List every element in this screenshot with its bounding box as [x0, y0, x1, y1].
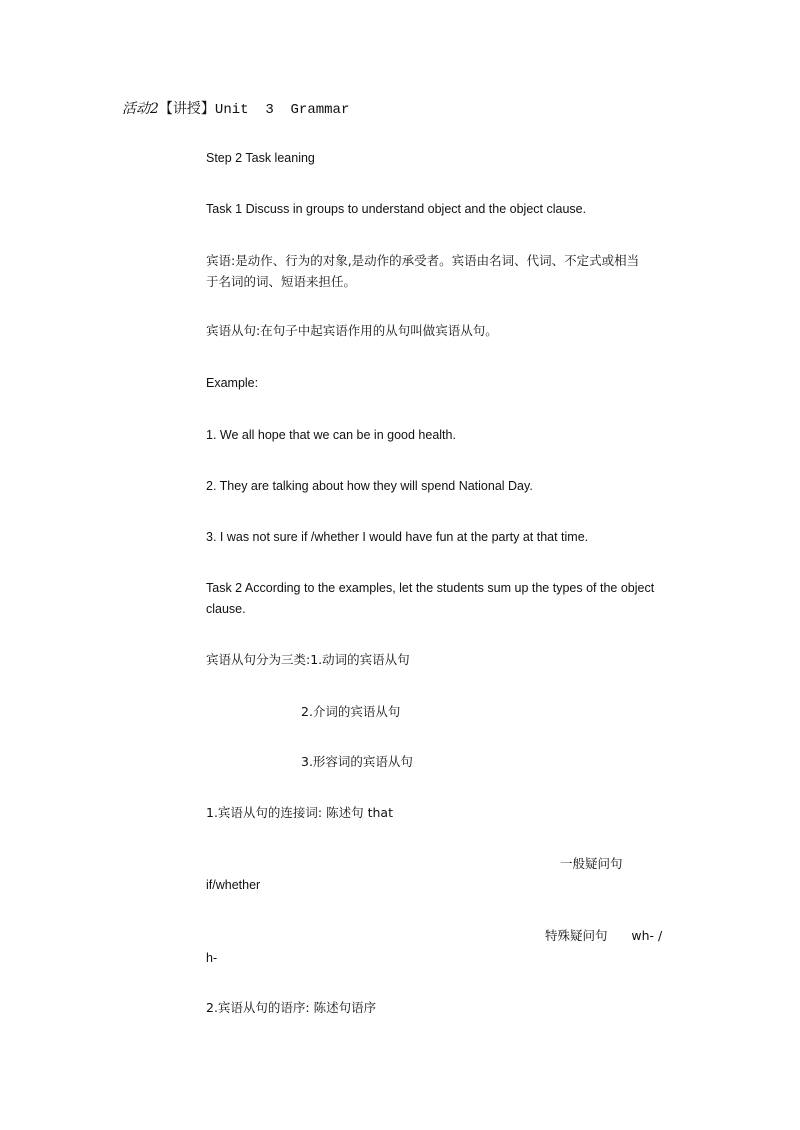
example-1: 1. We all hope that we can be in good health.	[206, 428, 456, 442]
heading-lead: 活动2	[122, 101, 159, 117]
connectives-general-question: 一般疑问句	[560, 856, 623, 871]
task-2-line-1: Task 2 According to the examples, let the students sum up the types of the object	[206, 581, 655, 595]
clause-types-2: 2.介词的宾语从句	[301, 704, 401, 719]
connectives-special-question: 特殊疑问句 wh- /	[545, 928, 663, 943]
word-order: 2.宾语从句的语序: 陈述句语序	[206, 1000, 377, 1015]
object-definition-line-1: 宾语:是动作、行为的对象,是动作的承受者。宾语由名词、代词、不定式或相当	[206, 253, 640, 268]
heading-title: Unit 3 Grammar	[214, 102, 350, 118]
connectives-if-whether: if/whether	[206, 878, 261, 892]
example-3: 3. I was not sure if /whether I would have fun at the party at that time.	[206, 530, 589, 544]
heading-bracket: 【讲授】	[158, 101, 215, 117]
connectives-statement: 1.宾语从句的连接词: 陈述句 that	[206, 805, 393, 820]
example-label: Example:	[206, 376, 259, 390]
object-definition-line-2: 于名词的词、短语来担任。	[206, 274, 357, 289]
page-heading	[122, 101, 349, 117]
example-2: 2. They are talking about how they will spend National Day.	[206, 479, 533, 493]
object-clause-definition: 宾语从句:在句子中起宾语作用的从句叫做宾语从句。	[206, 323, 498, 338]
task-2-line-2: clause.	[206, 602, 246, 616]
connectives-h: h-	[206, 951, 218, 965]
task-1: Task 1 Discuss in groups to understand object and the object clause.	[206, 202, 587, 216]
step-title: Step 2 Task leaning	[206, 151, 315, 165]
clause-types-1: 宾语从句分为三类:1.动词的宾语从句	[206, 652, 410, 667]
clause-types-3: 3.形容词的宾语从句	[301, 754, 413, 769]
